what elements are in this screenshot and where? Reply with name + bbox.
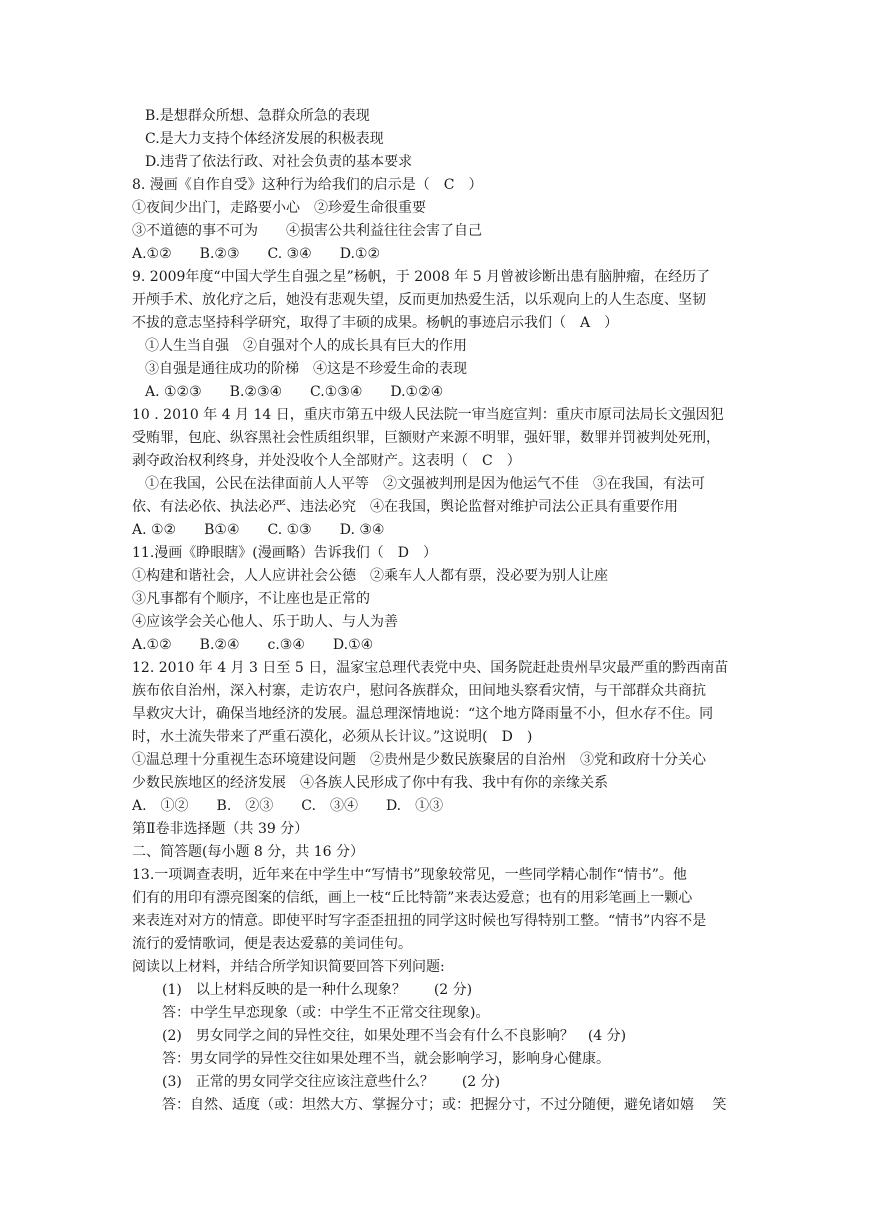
option-line: B.是想群众所想、急群众所急的表现: [145, 108, 370, 124]
question-text: 族布依自治州，深入村寨，走访农户，慰问各族群众，田间地头察看灾情，与干部群众共商抗: [132, 683, 706, 699]
sub-question: (2) 男女同学之间的异性交往，如果处理不当会有什么不良影响？ (4 分): [162, 1028, 627, 1044]
question-8: 8. 漫画《自作自受》这种行为给我们的启示是（ C ）: [132, 177, 483, 193]
sub-question: (1) 以上材料反映的是一种什么现象？ (2 分): [162, 982, 473, 998]
answer-choices: A. ①②③ B.②③④ C.①③④ D.①②④: [145, 384, 444, 400]
answer-choices: A.①② B.②③ C. ③④ D.①②: [132, 246, 380, 262]
question-12: 12. 2010 年 4 月 3 日至 5 日，温家宝总理代表党中央、国务院赶赴贵州旱灾最严重的黔西南苗: [132, 660, 729, 676]
question-text: 剥夺政治权利终身，并处没收个人全部财产。这表明（ C ）: [132, 453, 521, 469]
question-13: 13.一项调查表明，近年来在中学生中“写情书”现象较常见，一些同学精心制作“情书”。他: [132, 867, 687, 883]
question-9: 9. 2009年度“中国大学生自强之星”杨帆，于 2008 年 5 月曾被诊断出患有脑肿瘤，在经历了: [132, 269, 711, 285]
option-line: ①构建和谐社会，人人应讲社会公德 ②乘车人人都有票，没必要为别人让座: [132, 568, 608, 584]
answer-choices: A. ①② B①④ C. ①③ D. ③④: [132, 522, 385, 538]
instruction-line: 阅读以上材料，并结合所学知识简要回答下列问题:: [132, 959, 445, 975]
question-text: 受贿罪，包庇、纵容黑社会性质组织罪，巨额财产来源不明罪，强奸罪，数罪并罚被判处死刑，: [132, 430, 720, 446]
question-text: 流行的爱情歌词，便是表达爱慕的美词佳句。: [132, 936, 412, 952]
answer-choices: A.①② B.②④ c.③④ D.①④: [132, 637, 374, 653]
option-line: ③自强是通往成功的阶梯 ④这是不珍爱生命的表现: [145, 361, 467, 377]
section-heading: 第Ⅱ卷非选择题（共 39 分）: [132, 821, 309, 837]
question-text: 们有的用印有漂亮图案的信纸，画上一枝“丘比特箭”来表达爱意；也有的用彩笔画上一颗心: [132, 890, 693, 906]
option-line: C.是大力支持个体经济发展的积极表现: [145, 131, 384, 147]
answer-choices: A. ①② B. ②③ C. ③④ D. ①③: [132, 798, 444, 814]
question-text: 来表连对对方的情意。即使平时写字歪歪扭扭的同学这时候也写得特别工整。“情书”内容不是: [132, 913, 707, 929]
option-line: ④应该学会关心他人、乐于助人、与人为善: [132, 614, 398, 630]
option-line: ③凡事都有个顺序，不让座也是正常的: [132, 591, 370, 607]
option-line: 依、有法必依、执法必严、违法必究 ④在我国，舆论监督对维护司法公正具有重要作用: [132, 499, 678, 515]
option-line: ①温总理十分重视生态环境建设问题 ②贵州是少数民族聚居的自治州 ③党和政府十分关心: [132, 752, 706, 768]
sub-question: (3) 正常的男女同学交往应该注意些什么？ (2 分): [162, 1074, 501, 1090]
question-text: 开颅手术、放化疗之后，她没有悲观失望，反而更加热爱生活，以乐观向上的人生态度、坚韧: [132, 292, 706, 308]
answer-line: 答：自然、适度（或：坦然大方、掌握分寸；或：把握分寸，不过分随便，避免诸如嬉 笑: [162, 1097, 727, 1113]
question-10: 10 . 2010 年 4 月 14 日，重庆市第五中级人民法院一审当庭宣判：重庆市原司法局长文强因犯: [132, 407, 724, 423]
option-line: ③不道德的事不可为 ④损害公共利益往往会害了自己: [132, 223, 482, 239]
option-line: 少数民族地区的经济发展 ④各族人民形成了你中有我、我中有你的亲缘关系: [132, 775, 608, 791]
option-line: D.违背了依法行政、对社会负责的基本要求: [145, 154, 413, 170]
answer-line: 答：中学生早恋现象（或：中学生不正常交往现象)。: [162, 1005, 490, 1021]
question-text: 不拔的意志坚持科学研究，取得了丰硕的成果。杨帆的事迹启示我们（ A ）: [132, 315, 619, 331]
answer-line: 答：男女同学的异性交往如果处理不当，就会影响学习，影响身心健康。: [162, 1051, 610, 1067]
question-text: 旱救灾大计，确保当地经济的发展。温总理深情地说：“这个地方降雨量不小，但水存不住。同: [132, 706, 714, 722]
question-text: 时，水土流失带来了严重石漠化，必须从长计议。”这说明( D ): [132, 729, 533, 745]
question-11: 11.漫画《睁眼瞎》(漫画略）告诉我们（ D ）: [132, 545, 437, 561]
option-line: ①在我国，公民在法律面前人人平等 ②文强被判刑是因为他运气不佳 ③在我国，有法可: [145, 476, 705, 492]
section-heading: 二、简答题(每小题 8 分，共 16 分）: [132, 844, 364, 860]
option-line: ①人生当自强 ②自强对个人的成长具有巨大的作用: [145, 338, 467, 354]
option-line: ①夜间少出门，走路要小心 ②珍爱生命很重要: [132, 200, 426, 216]
